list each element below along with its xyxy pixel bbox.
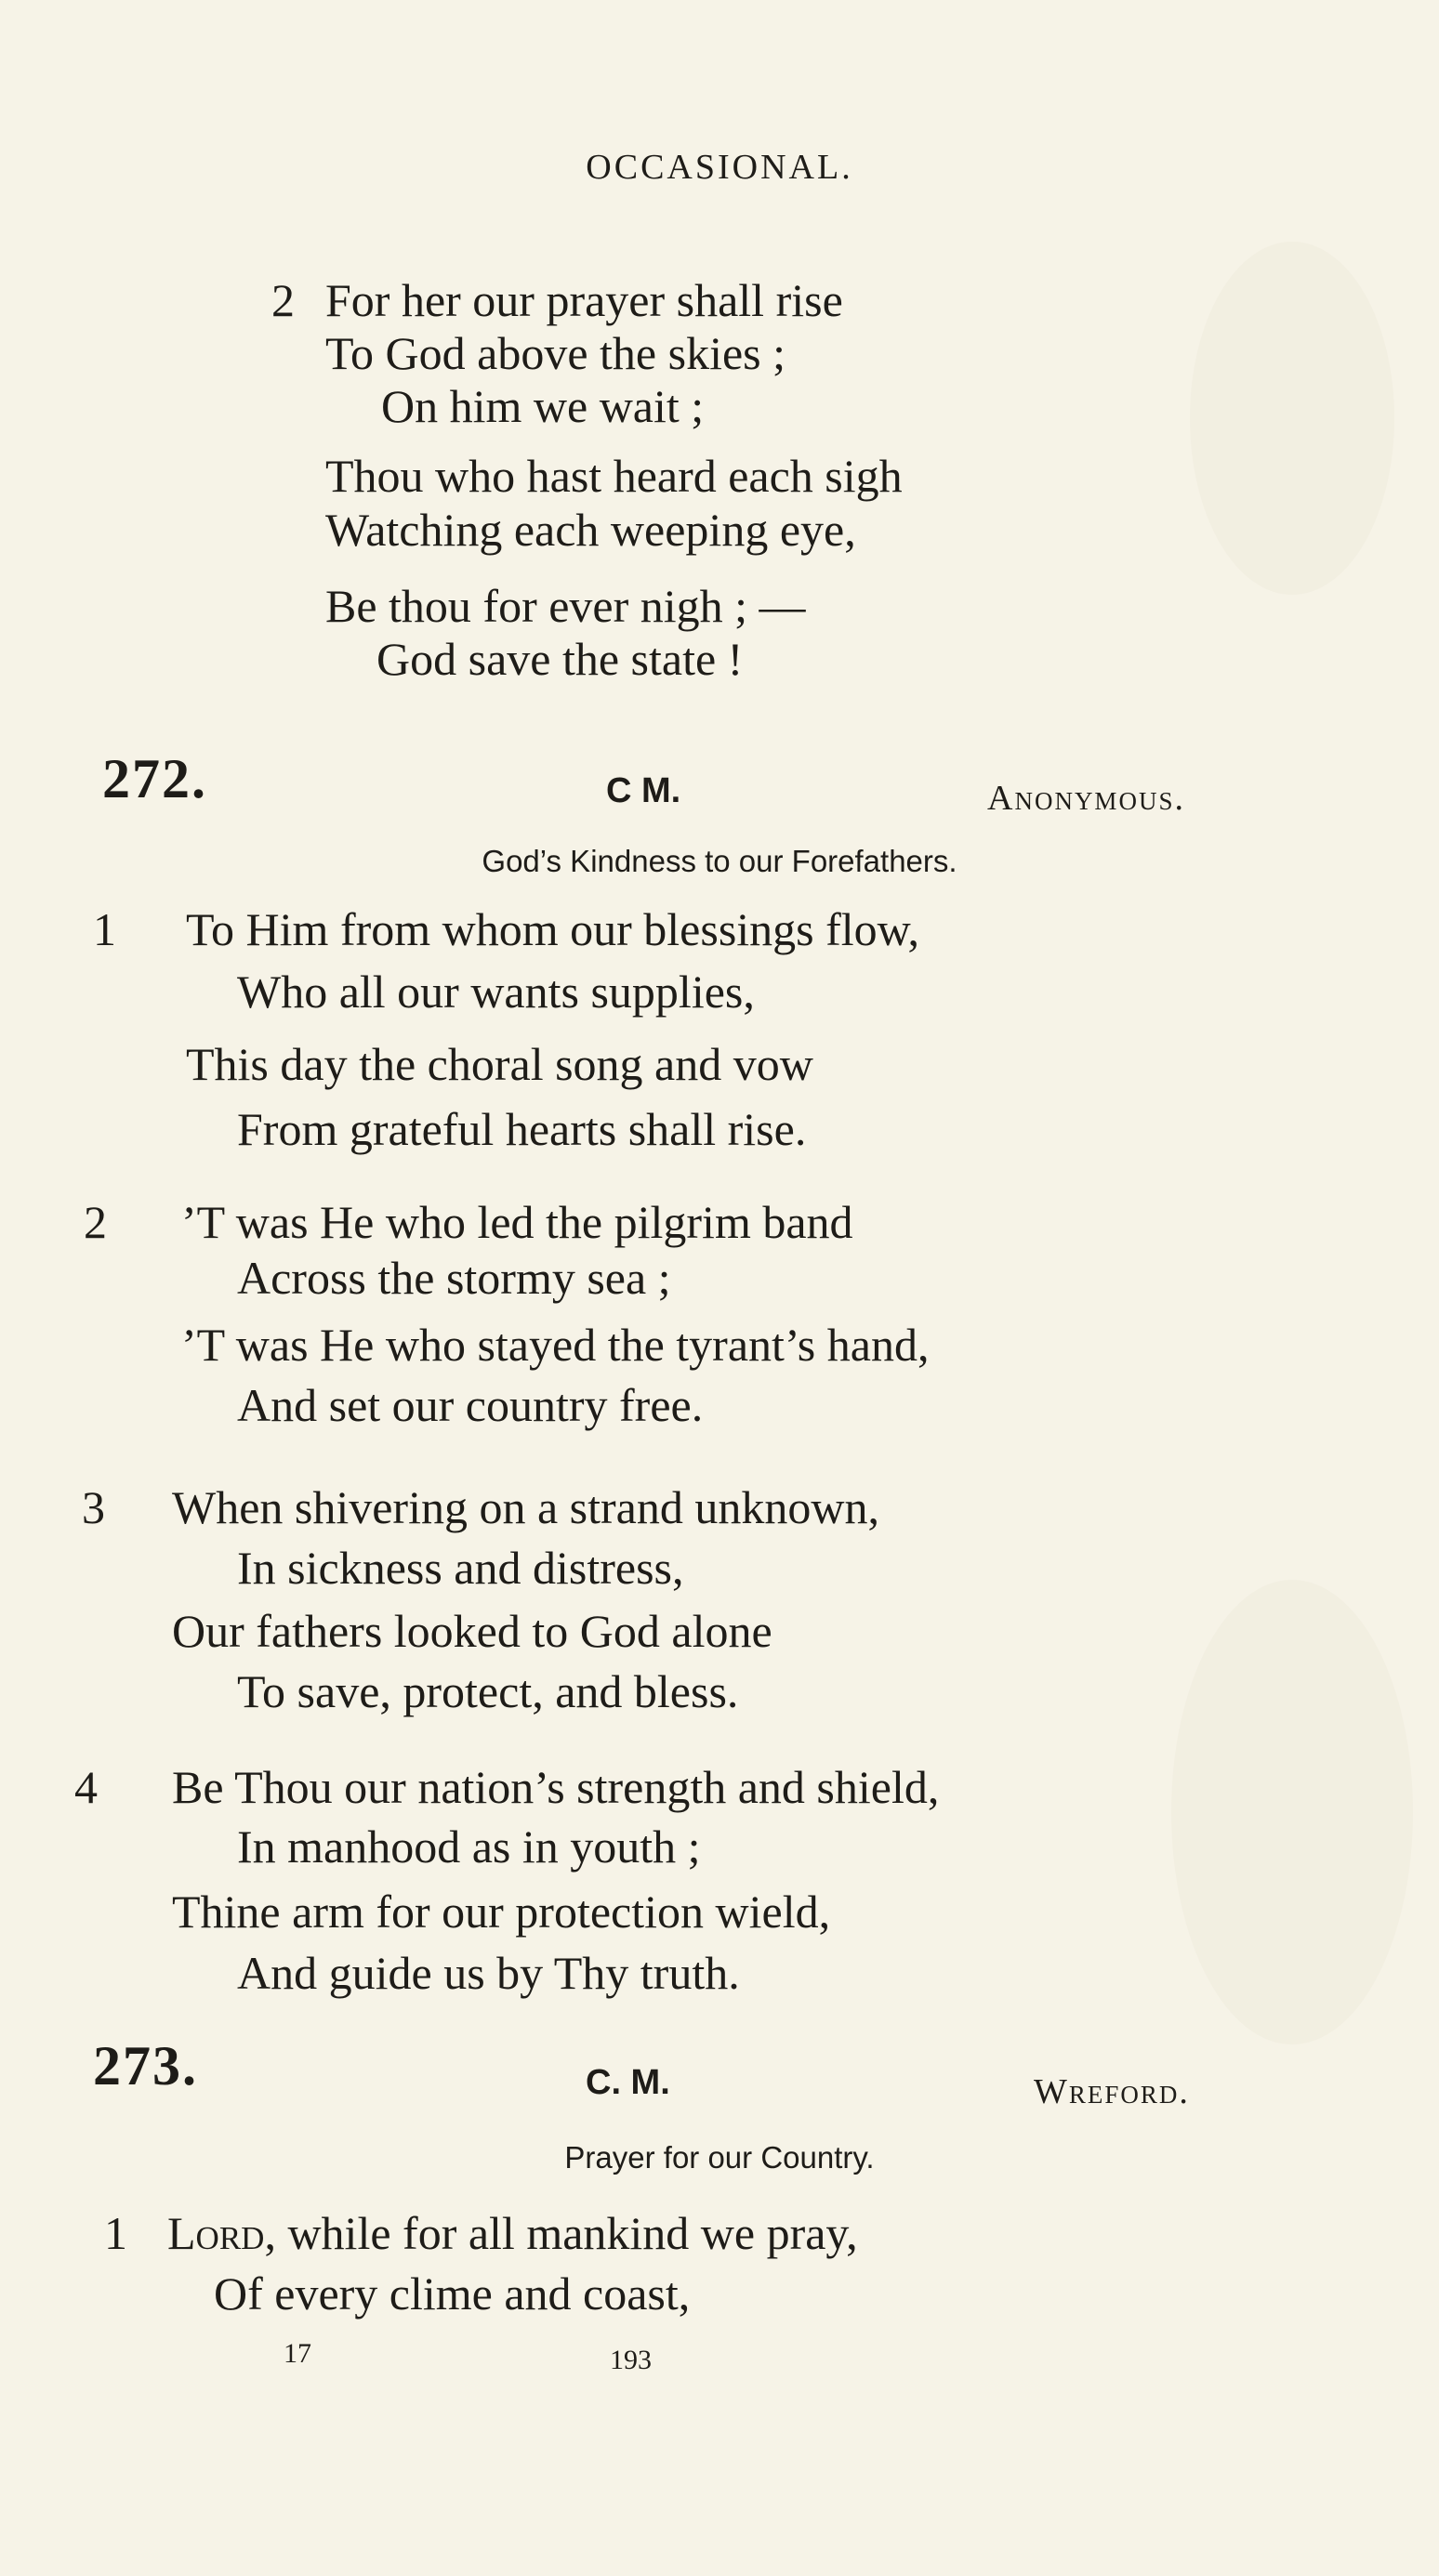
verse-first-word: Lord,: [167, 2207, 276, 2259]
verse-line-rest: while for all mankind we pray,: [275, 2207, 858, 2259]
verse-line: To Him from whom our blessings flow,: [186, 903, 920, 955]
hymn-title: Prayer for our Country.: [564, 2140, 875, 2175]
verse-line: Across the stormy sea ;: [237, 1252, 671, 1304]
hymn-meter: C. M.: [586, 2063, 670, 2102]
verse-line: And guide us by Thy truth.: [237, 1947, 740, 1999]
verse-line: From grateful hearts shall rise.: [237, 1103, 807, 1155]
hymn-number: 273.: [93, 2035, 198, 2096]
verse-line: This day the choral song and vow: [186, 1038, 813, 1090]
verse-line: God save the state !: [376, 633, 744, 685]
verse-line: Watching each weeping eye,: [325, 504, 856, 556]
paper-stain: [1190, 242, 1394, 595]
verse-line: Thine arm for our protection wield,: [172, 1886, 831, 1938]
hymn-author: Anonymous.: [987, 779, 1185, 818]
signature-mark: 17: [284, 2338, 311, 2369]
verse-line: On him we wait ;: [381, 380, 705, 432]
page-number: 193: [610, 2345, 652, 2375]
verse-line: For her our prayer shall rise: [325, 274, 843, 326]
hymn-meter: C M.: [606, 771, 681, 810]
verse-line: In sickness and distress,: [237, 1542, 684, 1594]
verse-line: Who all our wants supplies,: [237, 966, 755, 1018]
verse-number: 2: [84, 1196, 107, 1248]
verse-number: 2: [271, 274, 295, 326]
verse-number: 4: [74, 1761, 98, 1813]
verse-line: To God above the skies ;: [325, 327, 786, 379]
verse-number: 3: [82, 1481, 105, 1533]
verse-line: To save, protect, and bless.: [237, 1665, 739, 1717]
verse-number: 1: [104, 2207, 127, 2259]
hymn-number: 272.: [102, 748, 207, 809]
verse-line: When shivering on a strand unknown,: [172, 1481, 879, 1533]
verse-line: [167, 2207, 858, 2259]
verse-line: Of every clime and coast,: [214, 2267, 691, 2320]
verse-number: 1: [93, 903, 116, 955]
hymn-title: God’s Kindness to our Forefathers.: [482, 844, 957, 878]
running-head: OCCASIONAL.: [586, 148, 853, 187]
verse-line: Be Thou our nation’s strength and shield,: [172, 1761, 940, 1813]
verse-line: Be thou for ever nigh ; —: [325, 580, 806, 632]
verse-line: ’T was He who stayed the tyrant’s hand,: [181, 1319, 930, 1371]
verse-line: Thou who hast heard each sigh: [325, 450, 903, 502]
verse-line: In manhood as in youth ;: [237, 1820, 701, 1873]
paper-stain: [1171, 1580, 1413, 2044]
verse-line: Our fathers looked to God alone: [172, 1605, 772, 1657]
verse-line: ’T was He who led the pilgrim band: [181, 1196, 853, 1248]
hymn-author: Wreford.: [1034, 2072, 1190, 2111]
verse-line: And set our country free.: [237, 1379, 704, 1431]
